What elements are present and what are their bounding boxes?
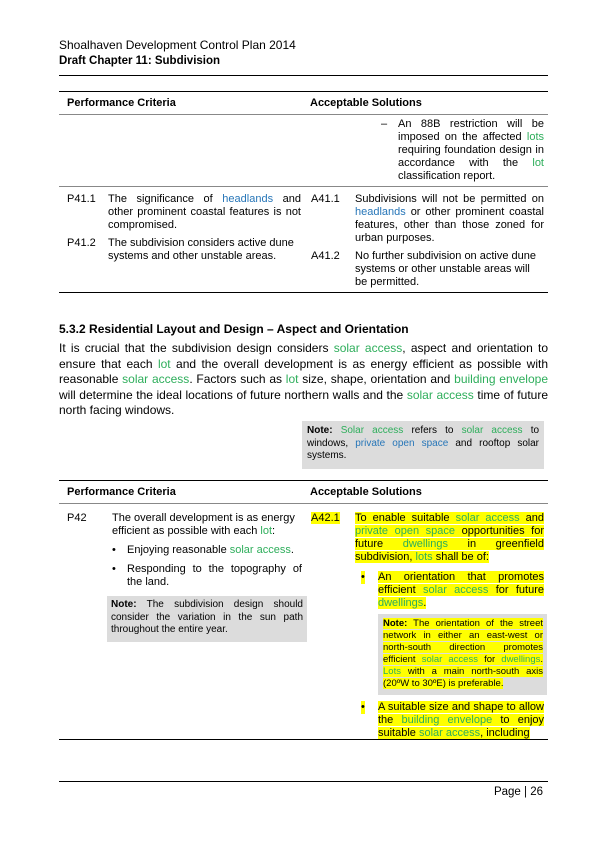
table2-top-rule	[59, 480, 548, 481]
criteria-text: The overall development is as energy efficient as possible with each lot:	[112, 512, 295, 537]
solution-text: To enable suitable solar access and private open space opportunities for future dwellings in greenfield subdivision, lots shall be of:	[355, 512, 544, 563]
bullet: •	[361, 571, 365, 583]
table1-col-acceptable: Acceptable Solutions	[310, 97, 422, 109]
table1-col-performance: Performance Criteria	[67, 97, 176, 109]
street-orientation-note: Note: The orientation of the street network in either an east-west or north-south direction promotes efficient solar access for dwellings. Lots with a main north-south axis (20ºW to 30ºE) is preferable.	[378, 614, 547, 695]
page-number: Page | 26	[493, 786, 543, 798]
document-title: Shoalhaven Development Control Plan 2014	[59, 38, 296, 52]
restriction-text: An 88B restriction will be imposed on the affected lots requiring foundation design in accordance with the lot classification report.	[398, 118, 545, 182]
list-item: • Enjoying reasonable solar access.	[112, 544, 294, 556]
table1-bottom-rule	[59, 292, 548, 293]
table2-col-performance: Performance Criteria	[67, 486, 176, 498]
list-item: • A suitable size and shape to allow the building envelope to enjoy suitable solar access, including	[361, 701, 545, 739]
table2-bottom-rule	[59, 739, 548, 740]
criteria-code: P41.2	[67, 237, 96, 249]
solution-text: No further subdivision on active dune systems or other unstable areas will be permitted.	[355, 250, 536, 288]
section-heading: 5.3.2 Residential Layout and Design – Aspect and Orientation	[59, 322, 409, 336]
criteria-text: The significance of headlands and other prominent coastal features is not compromised.	[108, 193, 301, 231]
list-item: • Responding to the topography of the land.	[112, 563, 302, 588]
bullet: •	[112, 544, 116, 556]
footer-rule	[59, 781, 548, 782]
list-dash: –	[381, 118, 388, 130]
bullet: •	[112, 563, 116, 575]
table2-header-rule	[59, 503, 548, 504]
solution-text: Subdivisions will not be permitted on headlands or other prominent coastal features, other than those zoned for urban purposes.	[355, 193, 544, 244]
sun-path-note: Note: The subdivision design should consider the variation in the sun path throughout the entire year.	[107, 596, 307, 642]
solution-code: A42.1	[311, 512, 340, 524]
table1-top-rule	[59, 91, 548, 92]
list-item: • An orientation that promotes efficient solar access for future dwellings.	[361, 571, 545, 609]
table1-row-rule	[59, 186, 548, 187]
header-rule	[59, 75, 548, 76]
solution-code: A41.2	[311, 250, 340, 262]
table2-col-acceptable: Acceptable Solutions	[310, 486, 422, 498]
section-paragraph: It is crucial that the subdivision design considers solar access, aspect and orientation to ensure that each lot and the overall development is as energy efficient as possible with reasonable solar access. Factors such as lot size, shape, orientation and building envelope will determine the ideal locations of future northern walls and the solar access time of future north facing windows.	[59, 341, 549, 417]
criteria-code: P42	[67, 512, 87, 524]
criteria-text: The subdivision considers active dune systems and other unstable areas.	[108, 237, 294, 262]
solution-code: A41.1	[311, 193, 340, 205]
criteria-code: P41.1	[67, 193, 96, 205]
bullet: •	[361, 701, 365, 713]
table1-header-rule	[59, 114, 548, 115]
chapter-title: Draft Chapter 11: Subdivision	[59, 55, 221, 67]
solar-access-note: Note: Solar access refers to solar access to windows, private open space and rooftop solar systems.	[302, 421, 544, 469]
